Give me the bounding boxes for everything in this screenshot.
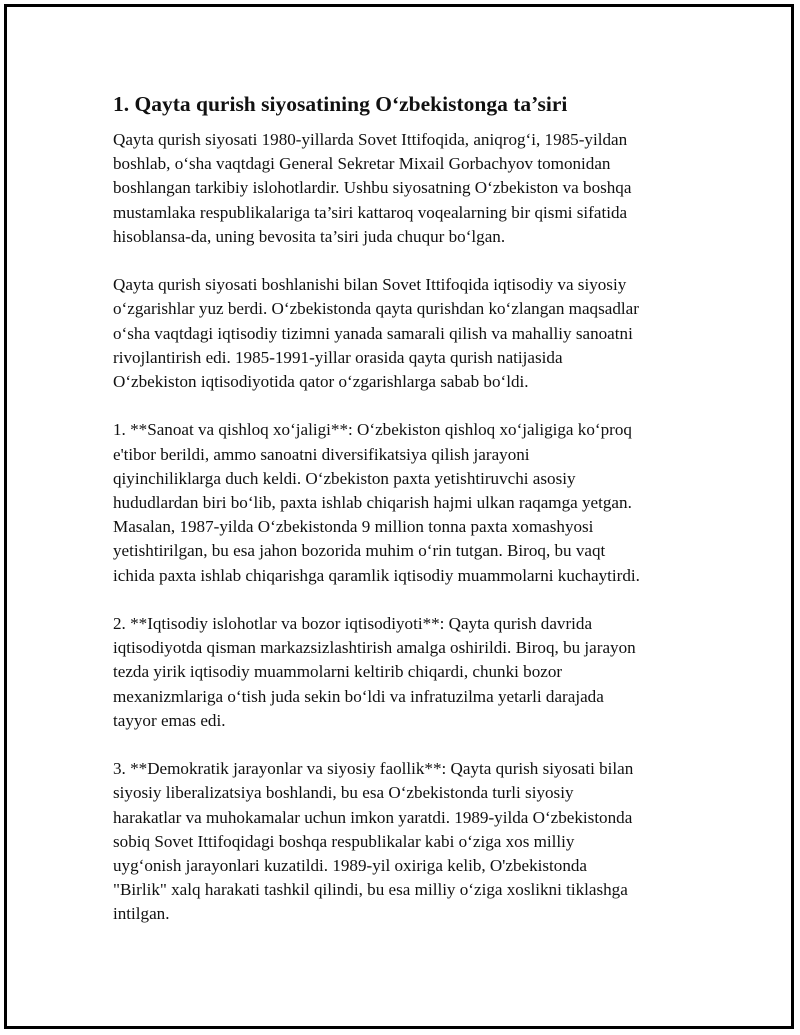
text-line: o‘zgarishlar yuz berdi. O‘zbekistonda qayta qurishdan ko‘zlangan maqsadlar	[113, 299, 639, 319]
text-line: ichida paxta ishlab chiqarishga qaramlik iqtisodiy muammolarni kuchaytirdi.	[113, 565, 640, 585]
text-line: boshlab, o‘sha vaqtdagi General Sekretar Mixail Gorbachyov tomonidan	[113, 154, 611, 174]
text-line: Masalan, 1987-yilda O‘zbekistonda 9 million tonna paxta xomashyosi	[113, 517, 594, 537]
text-line: tayyor emas edi.	[113, 710, 226, 730]
text-line: mexanizmlariga o‘tish juda sekin bo‘ldi va infratuzilma yetarli darajada	[113, 686, 604, 706]
text-line: tezda yirik iqtisodiy muammolarni keltirib chiqardi, chunki bozor	[113, 662, 563, 682]
paragraph-4	[113, 612, 693, 733]
document-title: 1. Qayta qurish siyosatining O‘zbekistonga ta’siri	[113, 92, 568, 116]
text-line: Qayta qurish siyosati 1980-yillarda Sovet Ittifoqida, aniqrog‘i, 1985-yildan	[113, 130, 628, 149]
text-line: O‘zbekiston iqtisodiyotida qator o‘zgarishlarga sabab bo‘ldi.	[113, 372, 529, 392]
text-line: intilgan.	[113, 904, 170, 924]
text-line: qiyinchiliklarga duch keldi. O‘zbekiston paxta yetishtiruvchi asosiy	[113, 468, 576, 488]
text-line: mustamlaka respublikalariga ta’siri kattaroq voqealarning bir qismi sifatida	[113, 202, 628, 222]
text-line: hisoblansa-da, uning bevosita ta’siri juda chuqur bo‘lgan.	[113, 226, 506, 246]
paragraph-3	[113, 418, 693, 587]
paragraph-5	[113, 757, 693, 926]
text-line: uyg‘onish jarayonlari kuzatildi. 1989-yil oxiriga kelib, O'zbekistonda	[113, 856, 588, 876]
text-line: yetishtirilgan, bu esa jahon bozorida muhim o‘rin tutgan. Biroq, bu vaqt	[113, 541, 606, 561]
text-line: e'tibor berildi, ammo sanoatni diversifikatsiya qilish jarayoni	[113, 444, 530, 464]
text-line: o‘sha vaqtdagi iqtisodiy tizimni yanada samarali qilish va mahalliy sanoatni	[113, 323, 633, 343]
text-line: siyosiy liberalizatsiya boshlandi, bu esa O‘zbekistonda turli siyosiy	[113, 783, 574, 803]
paragraph-2	[113, 273, 693, 394]
text-line: Qayta qurish siyosati boshlanishi bilan Sovet Ittifoqida iqtisodiy va siyosiy	[113, 275, 627, 295]
text-line: boshlangan tarkibiy islohotlardir. Ushbu siyosatning O‘zbekiston va boshqa	[113, 178, 632, 198]
text-line: harakatlar va muhokamalar uchun imkon yaratdi. 1989-yilda O‘zbekistonda	[113, 807, 633, 827]
document-body	[113, 90, 693, 951]
text-line: 3. **Demokratik jarayonlar va siyosiy faollik**: Qayta qurish siyosati bilan	[113, 759, 634, 779]
text-line: 2. **Iqtisodiy islohotlar va bozor iqtisodiyoti**: Qayta qurish davrida	[113, 614, 593, 634]
text-line: 1. **Sanoat va qishloq xo‘jaligi**: O‘zbekiston qishloq xo‘jaligiga ko‘proq	[113, 420, 632, 440]
text-line: hududlardan biri bo‘lib, paxta ishlab chiqarish hajmi ulkan raqamga yetgan.	[113, 493, 632, 513]
text-line: "Birlik" xalq harakati tashkil qilindi, bu esa milliy o‘ziga xoslikni tiklashga	[113, 880, 628, 900]
text-line: sobiq Sovet Ittifoqidagi boshqa respublikalar kabi o‘ziga xos milliy	[113, 831, 575, 851]
text-line: rivojlantirish edi. 1985-1991-yillar orasida qayta qurish natijasida	[113, 347, 563, 367]
text-line: iqtisodiyotda qisman markazsizlashtirish amalga oshirildi. Biroq, bu jarayon	[113, 638, 636, 658]
paragraph-1	[113, 128, 693, 249]
